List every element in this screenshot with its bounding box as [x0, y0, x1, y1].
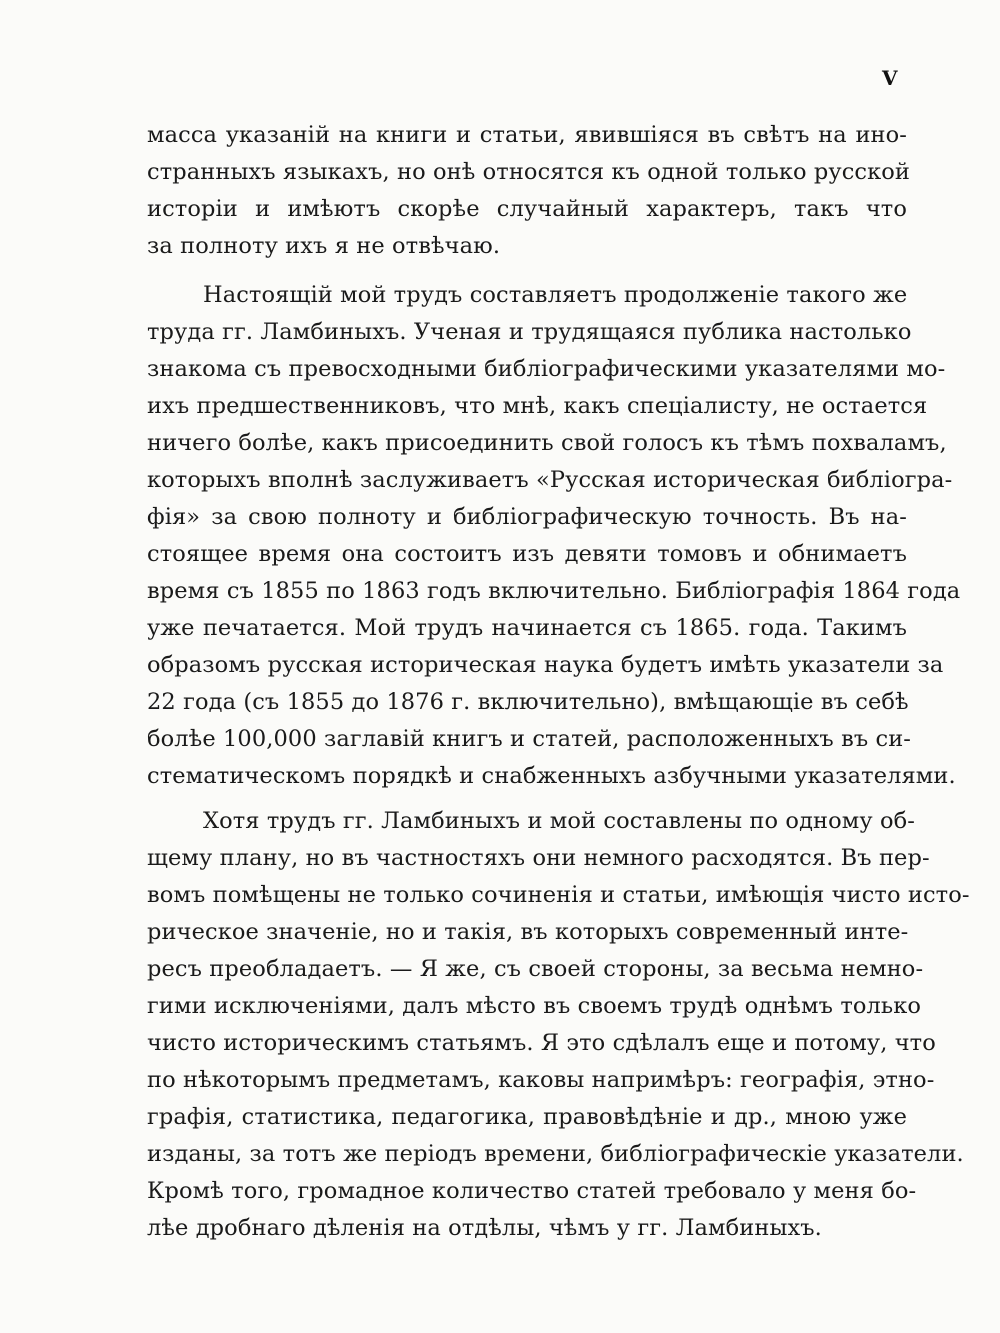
text-line: вомъ помѣщены не только сочиненія и статьи, имѣющія чисто исто- — [147, 882, 970, 908]
text-line: графія, статистика, педагогика, правовѣдѣніе и др., мною уже — [147, 1104, 907, 1130]
text-line: ничего болѣе, какъ присоединить свой голосъ къ тѣмъ похваламъ, — [147, 430, 947, 456]
text-line: болѣе 100,000 заглавій книгъ и статей, расположенныхъ въ си- — [147, 726, 912, 752]
text-line: Настоящій мой трудъ составляетъ продолженіе такого же — [203, 282, 908, 308]
text-line: изданы, за тотъ же періодъ времени, библіографическіе указатели. — [147, 1141, 964, 1167]
text-line: образомъ русская историческая наука будетъ имѣть указатели за — [147, 652, 944, 678]
text-line: за полноту ихъ я не отвѣчаю. — [147, 233, 501, 259]
text-line: чисто историческимъ статьямъ. Я это сдѣлалъ еще и потому, что — [147, 1030, 936, 1056]
text-line: ресъ преобладаетъ. — Я же, съ своей стороны, за весьма немно- — [147, 956, 924, 982]
paragraph-1 — [147, 117, 911, 265]
text-line: время съ 1855 по 1863 годъ включительно. Библіографія 1864 года — [147, 578, 961, 604]
text-line: ихъ предшественниковъ, что мнѣ, какъ спеціалисту, не остается — [147, 393, 928, 419]
text-line: стоящее время она состоитъ изъ девяти томовъ и обнимаетъ — [147, 541, 907, 567]
text-line: рическое значеніе, но и такія, въ которыхъ современный инте- — [147, 919, 909, 945]
text-line: исторіи и имѣютъ скорѣе случайный характеръ, такъ что — [147, 196, 907, 222]
text-line: труда гг. Ламбиныхъ. Ученая и трудящаяся публика настолько — [147, 319, 912, 345]
text-line: Кромѣ того, громадное количество статей требовало у меня бо- — [147, 1178, 917, 1204]
text-line: гими исключеніями, далъ мѣсто въ своемъ трудѣ однѣмъ только — [147, 993, 922, 1019]
text-line: по нѣкоторымъ предметамъ, каковы напримѣръ: географія, этно- — [147, 1067, 935, 1093]
text-line: которыхъ вполнѣ заслуживаетъ «Русская историческая библіогра- — [147, 467, 953, 493]
text-line: уже печатается. Мой трудъ начинается съ 1865. года. Такимъ — [147, 615, 907, 641]
paragraph-2 — [147, 277, 961, 795]
page-number: V — [882, 66, 898, 90]
text-line: лѣе дробнаго дѣленія на отдѣлы, чѣмъ у гг. Ламбиныхъ. — [147, 1215, 822, 1241]
text-line: масса указаній на книги и статьи, явившіяся въ свѣтъ на ино- — [147, 122, 907, 148]
text-line: Хотя трудъ гг. Ламбиныхъ и мой составлены по одному об- — [203, 808, 915, 834]
text-line: стематическомъ порядкѣ и снабженныхъ азбучными указателями. — [147, 763, 956, 789]
text-line: странныхъ языкахъ, но онѣ относятся къ одной только русской — [147, 159, 911, 185]
text-line: знакома съ превосходными библіографическими указателями мо- — [147, 356, 946, 382]
text-line: 22 года (съ 1855 до 1876 г. включительно), вмѣщающіе въ себѣ — [147, 689, 909, 715]
text-line: щему плану, но въ частностяхъ они немного расходятся. Въ пер- — [147, 845, 930, 871]
text-line: фія» за свою полноту и библіографическую точность. Въ на- — [147, 504, 907, 530]
paragraph-3 — [147, 803, 970, 1247]
